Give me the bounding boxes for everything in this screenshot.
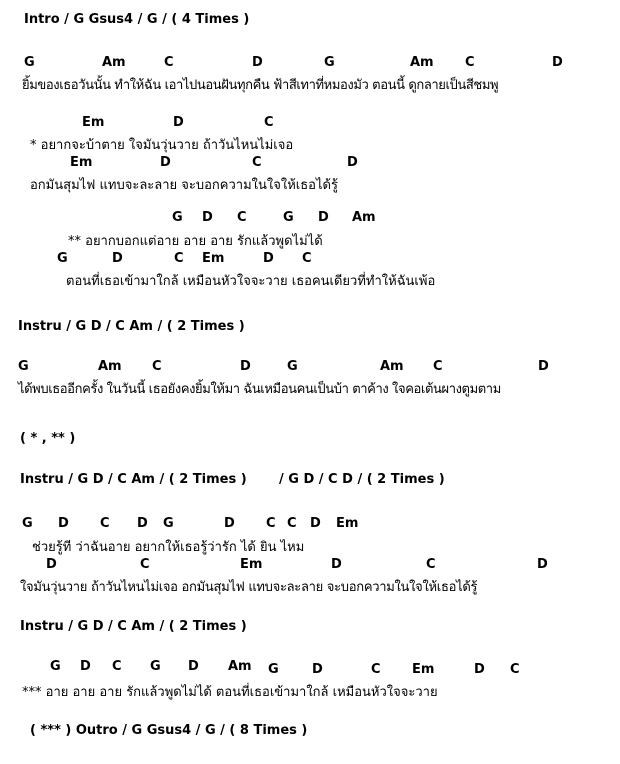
chord: D xyxy=(552,55,563,70)
chord: D xyxy=(202,210,213,225)
chord: G xyxy=(268,662,279,677)
outro-line: ( *** ) Outro / G Gsus4 / G / ( 8 Times ) xyxy=(30,723,308,738)
chord: C xyxy=(510,662,520,677)
chord: Em xyxy=(70,155,93,170)
chord: D xyxy=(310,516,321,531)
chord: D xyxy=(224,516,235,531)
chord: G xyxy=(22,516,33,531)
intro-line: Intro / G Gsus4 / G / ( 4 Times ) xyxy=(24,12,250,27)
chord: C xyxy=(152,359,162,374)
pre-chorus-1-lyrics: * อยากจะบ้าตาย ใจมันวุ่นวาย ถ้าวันไหนไม่เจอ xyxy=(30,138,294,153)
chord: D xyxy=(318,210,329,225)
verse-1-lyrics: ยิ้มของเธอวันนั้น ทำให้ฉัน เอาไปนอนฝันทุกคืน ฟ้าสีเทาที่หมองมัว ตอนนี้ ดูกลายเป็นสีชมพู xyxy=(22,78,499,93)
chord: Am xyxy=(352,210,376,225)
chord: G xyxy=(172,210,183,225)
chord: C xyxy=(140,557,150,572)
chord: C xyxy=(433,359,443,374)
chord: D xyxy=(137,516,148,531)
chord: D xyxy=(331,557,342,572)
chord: Am xyxy=(380,359,404,374)
hook-2-lyrics: ตอนที่เธอเข้ามาใกล้ เหมือนหัวใจจะวาย เธอคนเดียวที่ทำให้ฉันเพ้อ xyxy=(66,274,436,289)
chord: Em xyxy=(82,115,105,130)
chord: Am xyxy=(410,55,434,70)
chord: G xyxy=(324,55,335,70)
chord: G xyxy=(287,359,298,374)
chord: C xyxy=(112,659,122,674)
chord: C xyxy=(266,516,276,531)
chord: G xyxy=(18,359,29,374)
chord: D xyxy=(537,557,548,572)
chord: D xyxy=(160,155,171,170)
instrumental-1: Instru / G D / C Am / ( 2 Times ) xyxy=(18,319,245,334)
hook-3-lyrics: *** อาย อาย อาย รักแล้วพูดไม่ได้ ตอนที่เธอเข้ามาใกล้ เหมือนหัวใจจะวาย xyxy=(22,685,438,700)
chord: C xyxy=(100,516,110,531)
chord: D xyxy=(173,115,184,130)
chord: D xyxy=(80,659,91,674)
instrumental-2-variation: / G D / C D / ( 2 Times ) xyxy=(279,472,445,487)
hook-1-lyrics: ** อยากบอกแต่อาย อาย อาย รักแล้วพูดไม่ได้ xyxy=(68,234,323,249)
chord: Em xyxy=(336,516,359,531)
repeat-marker: ( * , ** ) xyxy=(20,431,76,446)
chord: D xyxy=(312,662,323,677)
chord: Em xyxy=(412,662,435,677)
verse-2-lyrics: ได้พบเธออีกครั้ง ในวันนี้ เธอยังคงยิ้มให้มา ฉันเหมือนคนเป็นบ้า ตาค้าง ใจคอเต้นผางตูมตาม xyxy=(18,382,501,397)
chord: C xyxy=(371,662,381,677)
chord: G xyxy=(150,659,161,674)
chord: D xyxy=(188,659,199,674)
chord: Em xyxy=(240,557,263,572)
chord: G xyxy=(50,659,61,674)
bridge-1-lyrics: ช่วยรู้ที ว่าฉันอาย อยากให้เธอรู้ว่ารัก ได้ ยิน ไหม xyxy=(32,540,305,555)
chord: D xyxy=(347,155,358,170)
chord: G xyxy=(24,55,35,70)
chord: G xyxy=(57,251,68,266)
chord: C xyxy=(426,557,436,572)
chord: C xyxy=(264,115,274,130)
chord: D xyxy=(474,662,485,677)
instrumental-3: Instru / G D / C Am / ( 2 Times ) xyxy=(20,619,247,634)
chord: D xyxy=(58,516,69,531)
chord: C xyxy=(287,516,297,531)
chord: D xyxy=(538,359,549,374)
chord: G xyxy=(163,516,174,531)
chord: C xyxy=(465,55,475,70)
bridge-2-lyrics: ใจมันวุ่นวาย ถ้าวันไหนไม่เจอ อกมันสุมไฟ แทบจะละลาย จะบอกความในใจให้เธอได้รู้ xyxy=(20,580,478,595)
chord: C xyxy=(174,251,184,266)
chord: D xyxy=(112,251,123,266)
chord: G xyxy=(283,210,294,225)
instrumental-2: Instru / G D / C Am / ( 2 Times ) xyxy=(20,472,247,487)
chord: Am xyxy=(102,55,126,70)
chord: D xyxy=(240,359,251,374)
chord: C xyxy=(252,155,262,170)
chord: C xyxy=(164,55,174,70)
pre-chorus-2-lyrics: อกมันสุมไฟ แทบจะละลาย จะบอกความในใจให้เธอได้รู้ xyxy=(30,178,338,193)
chord: D xyxy=(263,251,274,266)
chord: C xyxy=(237,210,247,225)
chord: Am xyxy=(98,359,122,374)
chord: Am xyxy=(228,659,252,674)
chord: D xyxy=(252,55,263,70)
chord: Em xyxy=(202,251,225,266)
chord: D xyxy=(46,557,57,572)
chord: C xyxy=(302,251,312,266)
